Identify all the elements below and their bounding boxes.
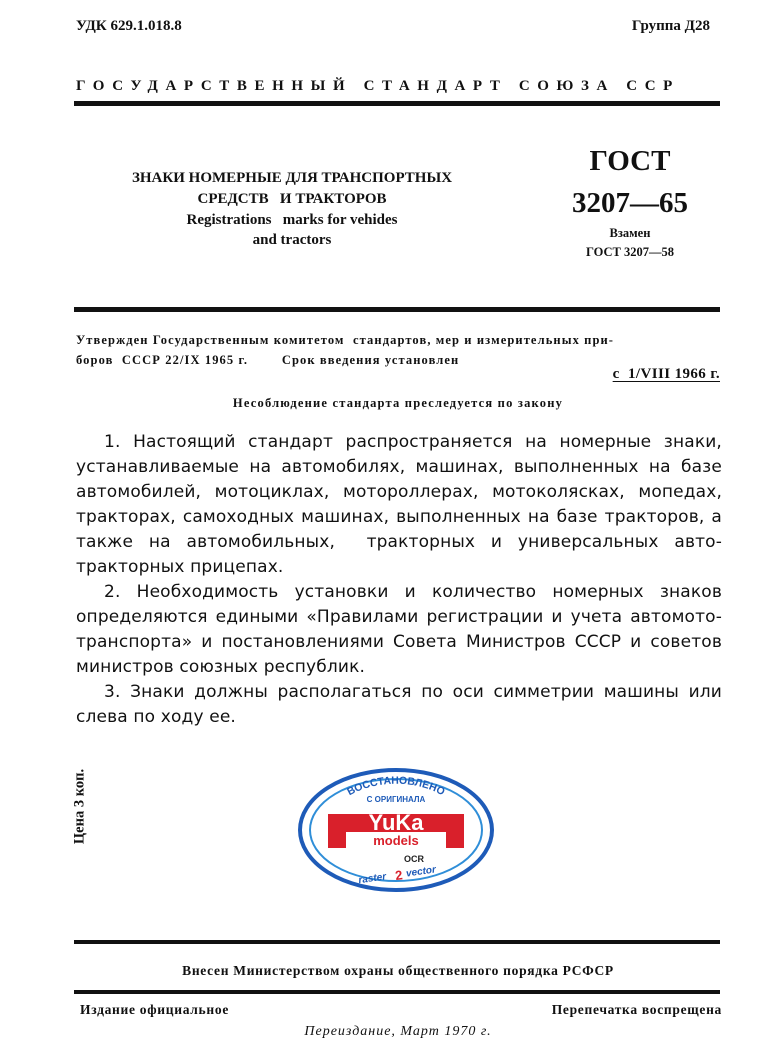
paragraph-1: 1. Настоящий стандарт распространяется на номерные знаки, устанавливаемые на автомобилях, машинах, выполненных на базе автомобилей, мотоциклах, мотороллерах, мотоколясках, мопедах, тракторах, самоходных машинах, выполненных на базе тракторов, а также на автомобильных, тракторных и универсальных авто-тракторных прицепах. <box>76 432 728 577</box>
replaces-label: Взамен <box>609 226 651 240</box>
effective-date: с 1/VIII 1966 г. <box>612 366 720 382</box>
udk-code: УДК 629.1.018.8 <box>76 18 182 34</box>
gost-number: 3207—65 <box>572 187 688 219</box>
official-edition: Издание официальное <box>80 1002 230 1017</box>
reissue-note: Переиздание, Март 1970 г. <box>304 1024 492 1039</box>
stamp-two: 2 <box>394 867 404 884</box>
middle-rule <box>74 307 720 312</box>
stamp-brand: YuKa <box>368 810 424 835</box>
group-code: Группа Д28 <box>631 18 710 34</box>
reprint-prohibited: Перепечатка воспрещена <box>551 1002 722 1017</box>
stamp-top-text: ВОССТАНОВЛЕНО <box>345 774 447 799</box>
title-ru-line2: СРЕДСТВ И ТРАКТОРОВ <box>197 191 387 207</box>
approval-line1: Утвержден Государственным комитетом стандартов, мер и измерительных при- <box>76 333 615 347</box>
stamp-vector: vector <box>405 864 437 880</box>
gost-designation <box>530 140 730 224</box>
stamp-raster: raster <box>357 871 387 887</box>
stamp-ocr: OCR <box>404 854 424 864</box>
title-en-line2: and tractors <box>252 232 332 248</box>
stamp-graphic <box>296 764 496 894</box>
stamp-sub-text: С ОРИГИНАЛА <box>366 795 426 804</box>
state-standard-heading: ГОСУДАРСТВЕННЫЙ СТАНДАРТ СОЮЗА ССР <box>76 78 680 94</box>
paragraph-3: 3. Знаки должны располагаться по оси симметрии машины или слева по ходу ее. <box>76 682 722 727</box>
law-notice: Несоблюдение стандарта преследуется по закону <box>232 396 564 410</box>
approval-text <box>76 330 720 370</box>
gost-label: ГОСТ <box>589 145 671 177</box>
standard-body <box>76 430 728 730</box>
introduced-by: Внесен Министерством охраны общественного порядка РСФСР <box>182 963 614 978</box>
bottom-rule <box>74 990 720 994</box>
title-en-line1: Registrations marks for vehides <box>186 212 398 228</box>
title-english <box>92 210 492 250</box>
replaces-value: ГОСТ 3207—58 <box>585 245 674 259</box>
stamp-models: models <box>373 833 419 848</box>
top-rule <box>74 101 720 106</box>
price-label: Цена 3 коп. <box>71 768 88 845</box>
replaces-block <box>530 224 730 262</box>
restoration-stamp <box>296 764 496 894</box>
lower-rule <box>74 940 720 944</box>
title-russian <box>92 168 492 210</box>
approval-line2: боров СССР 22/IX 1965 г. Срок введения установлен <box>76 353 460 367</box>
title-ru-line1: ЗНАКИ НОМЕРНЫЕ ДЛЯ ТРАНСПОРТНЫХ <box>131 170 453 186</box>
paragraph-2: 2. Необходимость установки и количество номерных знаков определяются едиными «Правилами регистрации и учета автомото-транспорта» и постановлениями Совета Министров СССР и советов министров союзных республик. <box>76 582 722 677</box>
